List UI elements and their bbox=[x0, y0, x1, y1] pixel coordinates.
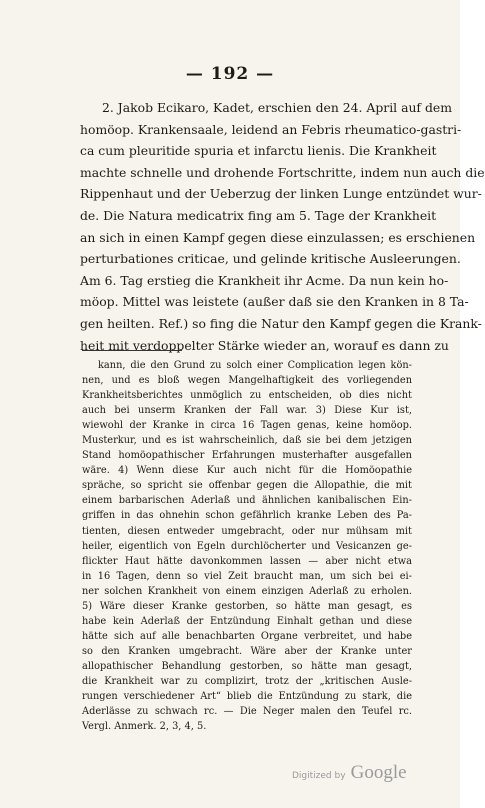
page-number-header: — 192 — bbox=[185, 64, 275, 84]
footnote-line: kann, die den Grund zu solch einer Complication legen kön- bbox=[98, 360, 412, 371]
footnote-line: die Krankheit war zu complizirt, trotz der „kritischen Ausle- bbox=[82, 675, 412, 687]
body-line: an sich in einen Kampf gegen diese einzulassen; es erschienen bbox=[80, 229, 476, 245]
footnote-line: spräche, so spricht sie offenbar gegen die Allopathie, die mit bbox=[82, 480, 412, 492]
body-line: homöop. Krankensaale, leidend an Febris rheumatico-gastri- bbox=[80, 121, 462, 137]
body-line: Rippenhaut und der Ueberzug der linken Lunge entzündet wur- bbox=[80, 186, 482, 202]
footnote-line: wiewohl der Kranke in circa 16 Tagen genas, keine homöop. bbox=[82, 420, 412, 432]
footnote-line: 5) Wäre dieser Kranke gestorben, so hätte man gesagt, es bbox=[82, 600, 412, 612]
footnote-line: Stand homöopathischer Erfahrungen musterhafter ausgefallen bbox=[82, 450, 412, 462]
footnote-line: Vergl. Anmerk. 2, 3, 4, 5. bbox=[82, 721, 207, 733]
body-line: 2. Jakob Ecikaro, Kadet, erschien den 24. April auf dem bbox=[102, 100, 452, 115]
footnote-line: hätte sich auf alle benachbarten Organe verbreitet, und habe bbox=[82, 630, 412, 642]
footnote-line: rungen verschiedener Art“ blieb die Entzündung zu stark, die bbox=[82, 691, 412, 703]
google-logo: Google bbox=[350, 762, 407, 783]
footnote-line: nen, und es bloß wegen Mangelhaftigkeit des vorliegenden bbox=[82, 375, 412, 387]
footnote-line: ner solchen Krankheit von einem einzigen Aderlaß zu erholen. bbox=[82, 585, 412, 597]
footnote-line: Aderlässe zu schwach rc. — Die Neger malen den Teufel rc. bbox=[82, 706, 412, 718]
footnote-line: Musterkur, und es ist wahrscheinlich, daß sie bei dem jetzigen bbox=[82, 435, 412, 447]
footnote-text bbox=[82, 358, 412, 734]
footnote-line: einem barbarischen Aderlaß und ähnlichen kanibalischen Ein- bbox=[82, 495, 412, 507]
body-line: de. Die Natura medicatrix fing am 5. Tage der Krankheit bbox=[80, 207, 437, 223]
watermark-prefix: Digitized by bbox=[292, 771, 346, 781]
footnote-line: so den Kranken umgebracht. Wäre aber der Kranke unter bbox=[82, 645, 412, 657]
footnote-line: wäre. 4) Wenn diese Kur auch nicht für die Homöopathie bbox=[82, 465, 412, 477]
footnote-line: tienten, diesen entweder umgebracht, oder nur mühsam mit bbox=[82, 525, 412, 537]
main-text bbox=[80, 97, 485, 356]
footnote-separator bbox=[82, 350, 182, 351]
footnote-line: flickter Haut hätte davonkommen lassen — aber nicht etwa bbox=[82, 555, 412, 567]
body-line: heit mit verdoppelter Stärke wieder an, worauf es dann zu bbox=[80, 337, 449, 353]
body-line: machte schnelle und drohende Fortschritte, indem nun auch die bbox=[80, 164, 485, 180]
footnote-line: habe kein Aderlaß der Entzündung Einhalt gethan und diese bbox=[82, 615, 412, 627]
body-line: möop. Mittel was leistete (außer daß sie den Kranken in 8 Ta- bbox=[80, 294, 469, 310]
footnote-line: allopathischer Behandlung gestorben, so hätte man gesagt, bbox=[82, 660, 412, 672]
google-watermark bbox=[292, 762, 407, 784]
footnote-line: griffen in das ohnehin schon gefährlich kranke Leben des Pa- bbox=[82, 510, 412, 522]
footnote-line: Krankheitsberichtes unmöglich zu entscheiden, ob dies nicht bbox=[82, 390, 412, 402]
body-line: Am 6. Tag erstieg die Krankheit ihr Acme. Da nun kein ho- bbox=[80, 272, 449, 288]
body-line: perturbationes criticae, und gelinde kritische Ausleerungen. bbox=[80, 251, 461, 267]
body-line: gen heilten. Ref.) so fing die Natur den Kampf gegen die Krank- bbox=[80, 315, 482, 331]
body-line: ca cum pleuritide spuria et infarctu lienis. Die Krankheit bbox=[80, 143, 437, 159]
footnote-line: auch bei unserm Kranken der Fall war. 3) Diese Kur ist, bbox=[82, 405, 412, 417]
footnote-line: heiler, eigentlich von Egeln durchlöcherter und Vesicanzen ge- bbox=[82, 540, 412, 552]
footnote-line: in 16 Tagen, denn so viel Zeit braucht man, um sich bei ei- bbox=[82, 570, 412, 582]
